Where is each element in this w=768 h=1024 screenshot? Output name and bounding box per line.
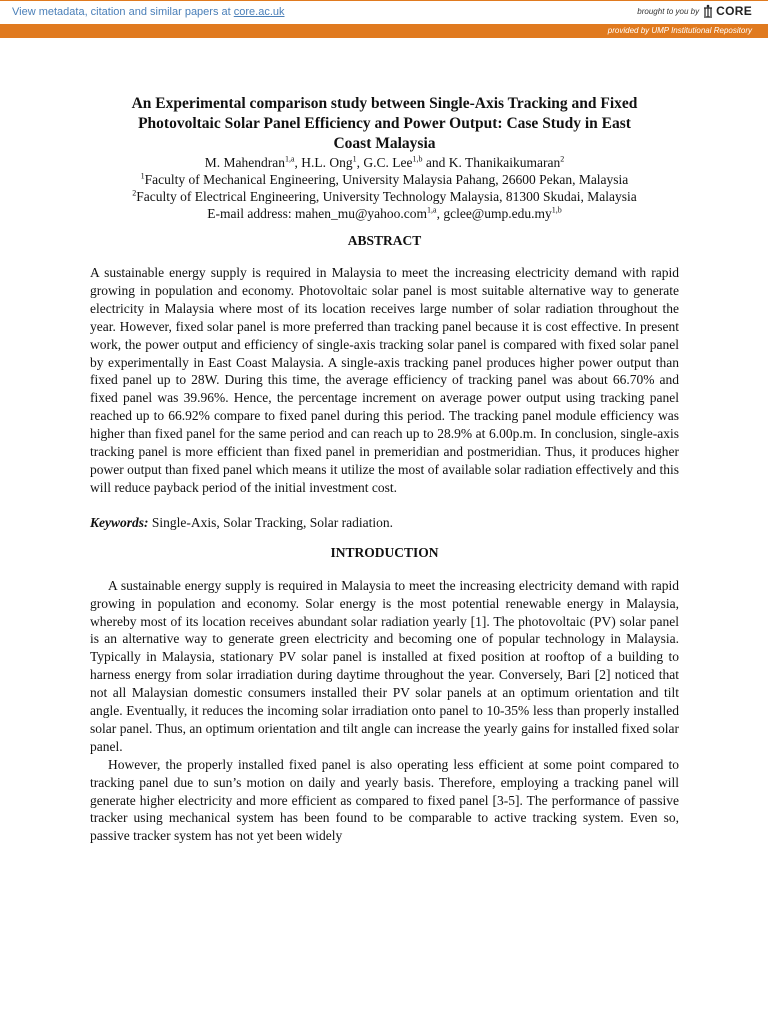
intro-paragraph-1: A sustainable energy supply is required in Malaysia to meet the increasing electricity demand with rapid growing in population and economy. Solar energy is the most potential renewable energy in Malaysia, whereby most of its location receives abundant solar radiation yearly [1]. The photovoltaic (PV) solar panel is an alternative way to generate green electricity and becoming one of popular technology in Malaysia. Typically in Malaysia, stationary PV solar panel is installed at fixed position at rooftop of a building to harness energy from solar irradiation during daytime throughout the year. Conversely, Bari [2] noticed that not all Malaysian domestic consumers installed their PV solar panels at an optimum orientation and tilt angle. Eventually, it reduces the incoming solar irradiation onto panel to 10-35% less than properly installed solar panel. Thus, an optimum orientation and tilt angle can increase the yearly gains for installed fixed solar panel. bbox=[90, 577, 679, 754]
author-sup: 1,b bbox=[412, 154, 423, 164]
core-ac-uk-link[interactable]: core.ac.uk bbox=[233, 6, 285, 18]
metadata-text: View metadata, citation and similar papers at bbox=[12, 6, 234, 18]
paper-title bbox=[90, 94, 679, 154]
author-list bbox=[90, 154, 679, 171]
affiliation-2 bbox=[90, 188, 679, 205]
email-text: , gclee@ump.edu.my bbox=[436, 206, 552, 221]
core-logo[interactable] bbox=[702, 4, 752, 18]
title-line-3: Coast Malaysia bbox=[333, 135, 436, 152]
author-sup: 1,a bbox=[284, 154, 295, 164]
author-name: , G.C. Lee bbox=[356, 155, 413, 170]
email-line bbox=[90, 205, 679, 222]
author-name: M. Mahendran bbox=[204, 155, 285, 170]
email-text: E-mail address: mahen_mu@yahoo.com bbox=[207, 206, 428, 221]
author-name: and K. Thanikaikumaran bbox=[422, 155, 561, 170]
core-metadata-link[interactable] bbox=[12, 6, 285, 18]
affiliation-text: Faculty of Mechanical Engineering, University Malaysia Pahang, 26600 Pekan, Malaysia bbox=[144, 172, 629, 187]
author-sup: 2 bbox=[560, 154, 565, 164]
email-sup: 1,a bbox=[427, 205, 437, 215]
author-sup: 1 bbox=[352, 154, 357, 164]
brought-to-you bbox=[637, 4, 752, 18]
provided-by-bar bbox=[0, 24, 768, 38]
title-line-2: Photovoltaic Solar Panel Efficiency and Power Output: Case Study in East bbox=[138, 115, 631, 132]
keywords-line bbox=[90, 514, 679, 532]
provided-by-text[interactable]: provided by UMP Institutional Repository bbox=[607, 26, 752, 35]
affiliation-text: Faculty of Electrical Engineering, University Technology Malaysia, 81300 Skudai, Malaysia bbox=[136, 189, 637, 204]
core-logo-icon bbox=[702, 4, 714, 18]
brought-to-you-text: brought to you by bbox=[637, 6, 700, 16]
core-logo-text: CORE bbox=[716, 4, 752, 18]
intro-paragraph-2: However, the properly installed fixed panel is also operating less efficient at some point compared to tracking panel due to sun’s motion on daily and yearly basis. Therefore, employing a tracking panel will generate higher electricity and more efficient as compared to fixed panel [3-5]. The performance of passive tracker using mechanical system has been found to be comparable to active tracking system. Even so, passive tracker system has not yet been widely bbox=[90, 756, 679, 844]
title-line-1: An Experimental comparison study between Single-Axis Tracking and Fixed bbox=[131, 95, 638, 112]
core-banner bbox=[0, 0, 768, 24]
affiliation-sup: 2 bbox=[132, 188, 137, 198]
paper-page bbox=[90, 94, 679, 845]
keywords-text: Single-Axis, Solar Tracking, Solar radiation. bbox=[148, 514, 393, 530]
email-sup: 1,b bbox=[551, 205, 562, 215]
introduction-heading: INTRODUCTION bbox=[330, 544, 439, 560]
abstract-text: A sustainable energy supply is required in Malaysia to meet the increasing electricity demand with rapid growing in population and economy. Photovoltaic solar panel is most suitable alternative way to generate electricity in Malaysia where most of its location receives large number of solar radiation throughout the year. However, fixed solar panel is more preferred than tracking panel because it is cost effective. In present work, the power output and efficiency of single-axis tracking solar panel is compared with fixed solar panel by experimentally in East Coast Malaysia. A single-axis tracking panel produces higher power output than fixed panel up to 28W. During this time, the average efficiency of tracking panel was about 66.70% and fixed panel was 39.96%. Hence, the percentage increment on average power output using tracking panel reached up to 66.92% compare to fixed panel during this period. The tracking panel module efficiency was higher than fixed panel for the same period and can reach up to 28.9% at 6.00p.m. In conclusion, single-axis tracking panel is more efficient than fixed panel in premeridian and postmeridian. Thus, it produces higher power output than fixed panel which means it utilize the most of available solar radiation effectively and this will reduce payback period of the initial investment cost. bbox=[90, 265, 679, 495]
keywords-label: Keywords: bbox=[90, 514, 149, 530]
affiliation-1 bbox=[90, 171, 679, 188]
abstract-heading: ABSTRACT bbox=[347, 233, 422, 248]
author-name: , H.L. Ong bbox=[294, 155, 353, 170]
affiliation-sup: 1 bbox=[140, 171, 145, 181]
